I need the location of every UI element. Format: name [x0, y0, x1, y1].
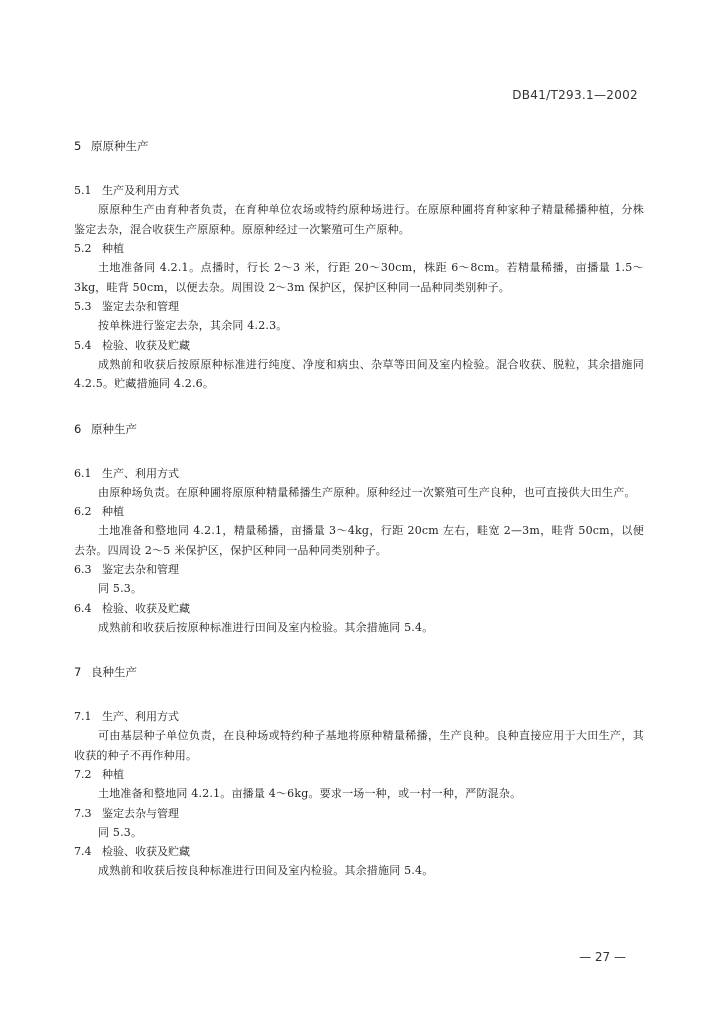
paragraph: 土地准备和整地同 4.2.1。亩播量 4～6kg。要求一场一种，或一村一种，严防混杂。 [98, 787, 522, 800]
subsection-number: 7.3 [74, 806, 92, 820]
subsection-title: 检验、收获及贮藏 [102, 601, 190, 615]
paragraph: 成熟前和收获后按原种标准进行田间及室内检验。其余措施同 5.4。 [98, 620, 434, 634]
subsection-title: 生产、利用方式 [102, 710, 179, 723]
subsection-heading [74, 502, 644, 521]
subsection-title: 鉴定去杂和管理 [102, 300, 179, 313]
subsection-heading [74, 464, 644, 483]
paragraph: 土地准备和整地同 4.2.1，精量稀播，亩播量 3～4kg，行距 20cm 左右，畦宽 2—3m，畦背 50cm，以便去杂。四周设 2～5 米保护区，保护区种同一品种同类别种子。 [74, 524, 644, 557]
subsection-number: 6.1 [74, 466, 92, 480]
paragraph: 按单株进行鉴定去杂，其余同 4.2.3。 [98, 319, 288, 332]
paragraph: 同 5.3。 [98, 825, 143, 839]
subsection-title: 鉴定去杂与管理 [102, 806, 179, 820]
subsection-heading [74, 765, 644, 784]
subsection-title: 生产、利用方式 [102, 466, 179, 480]
subsection-number: 6.2 [74, 505, 92, 518]
page-number: — 27 — [579, 950, 626, 964]
subsection-title: 检验、收获及贮藏 [102, 845, 190, 858]
paragraph: 成熟前和收获后按原原种标准进行纯度、净度和病虫、杂草等田间及室内检验。混合收获、脱粒，其余措施同 4.2.5。贮藏措施同 4.2.6。 [74, 357, 644, 390]
subsection-title: 种植 [102, 242, 124, 255]
document-number: DB41/T293.1—2002 [512, 88, 638, 102]
paragraph: 成熟前和收获后按良种标准进行田间及室内检验。其余措施同 5.4。 [98, 864, 434, 877]
subsection-number: 5.1 [74, 184, 92, 197]
section-title: 原种生产 [91, 421, 137, 436]
subsection-number: 6.4 [74, 601, 92, 615]
paragraph: 由原种场负责。在原种圃将原原种精量稀播生产原种。原种经过一次繁殖可生产良种，也可直接供大田生产。 [98, 485, 636, 499]
section-heading [74, 421, 644, 437]
paragraph: 同 5.3。 [98, 582, 143, 595]
paragraph: 可由基层种子单位负责，在良种场或特约种子基地将原种精量稀播，生产良种。良种直接应用于大田生产，其收获的种子不再作种用。 [74, 729, 644, 762]
subsection-number: 7.1 [74, 710, 92, 723]
subsection-heading [74, 181, 644, 200]
section-number: 5 [74, 139, 82, 153]
paragraph: 原原种生产由育种者负责，在育种单位农场或特约原种场进行。在原原种圃将育种家种子精量稀播种植，分株鉴定去杂，混合收获生产原原种。原原种经过一次繁殖可生产原种。 [74, 203, 644, 236]
subsection-heading [74, 707, 644, 726]
subsection-number: 5.3 [74, 300, 92, 313]
subsection-heading [74, 239, 644, 258]
subsection-number: 5.2 [74, 242, 92, 255]
subsection-heading [74, 297, 644, 316]
section-heading [74, 664, 644, 680]
subsection-title: 种植 [102, 505, 124, 518]
section-title: 良种生产 [91, 665, 137, 679]
subsection-number: 5.4 [74, 338, 92, 352]
subsection-heading [74, 842, 644, 861]
section-title: 原原种生产 [91, 139, 149, 153]
subsection-heading [74, 804, 644, 823]
subsection-number: 7.2 [74, 768, 92, 781]
subsection-heading [74, 599, 644, 618]
subsection-title: 检验、收获及贮藏 [102, 338, 190, 352]
section-heading [74, 138, 644, 154]
subsection-title: 种植 [102, 768, 124, 781]
section-number: 6 [74, 421, 82, 436]
subsection-heading [74, 336, 644, 355]
section-number: 7 [74, 665, 82, 679]
document-body [74, 138, 644, 881]
subsection-heading [74, 560, 644, 579]
subsection-title: 鉴定去杂和管理 [102, 563, 179, 576]
subsection-number: 7.4 [74, 845, 92, 858]
subsection-title: 生产及利用方式 [102, 184, 179, 197]
paragraph: 土地准备同 4.2.1。点播时，行长 2～3 米，行距 20～30cm，株距 6～8cm。若精量稀播，亩播量 1.5～3kg，畦背 50cm，以便去杂。周围设 2～3m 保护区，保护区种同一品种同类别种子。 [74, 261, 644, 294]
subsection-number: 6.3 [74, 563, 92, 576]
